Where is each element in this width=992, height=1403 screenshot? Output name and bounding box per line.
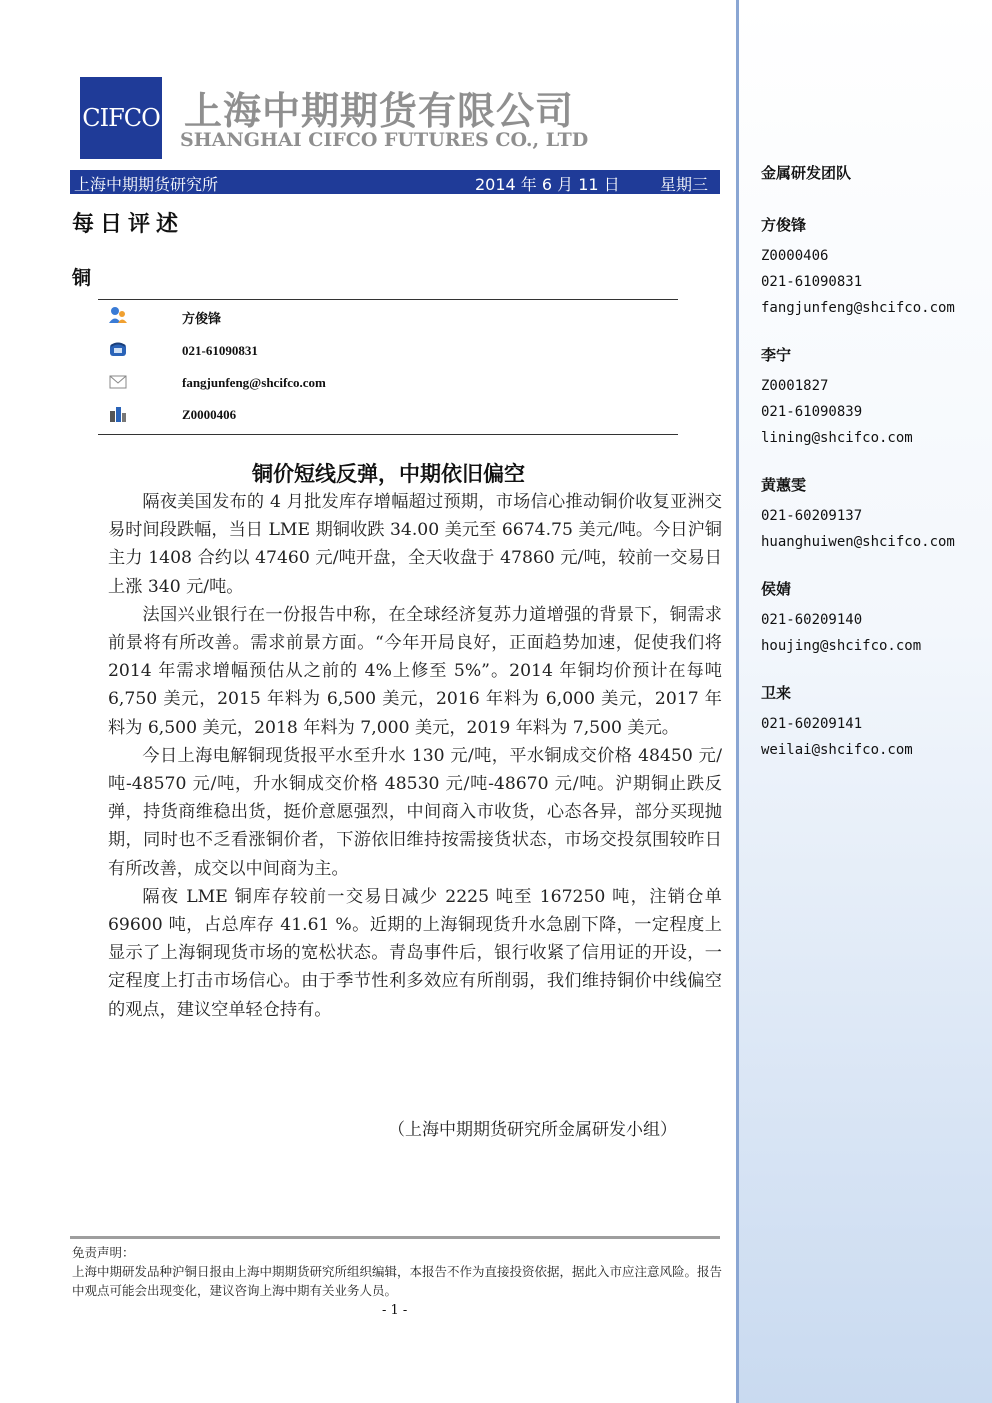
member-email[interactable]: huanghuiwen@shcifco.com [761,534,955,550]
disclaimer-text: 上海中期研发品种沪铜日报由上海中期期货研究所组织编辑，本报告不作为直接投资依据，据此入市应注意风险。报告中观点可能会出现变化，建议咨询上海中期有关业务人员。 [72,1264,723,1298]
member-email[interactable]: houjing@shcifco.com [761,638,922,654]
company-name-en: SHANGHAI CIFCO FUTURES CO., LTD [180,129,589,151]
member-name: 卫来 [761,684,792,702]
disclaimer-title: 免责声明： [72,1245,135,1260]
article-title: 铜价短线反弹，中期依旧偏空 [252,462,525,486]
logo-text: CIFCO [82,104,160,132]
member-name: 李宁 [761,346,792,364]
disclaimer [72,1243,722,1300]
building-icon [108,405,128,423]
article-paragraph: 隔夜 LME 铜库存较前一交易日减少 2225 吨至 167250 吨，注销仓单 69600 吨，占总库存 41.61 %。近期的上海铜现货升水急剧下降，一定程度上显示了上海铜现货市场的宽松状态。青岛事件后，银行收紧了信用证的开设，一定程度上打击市场信心。由于季节性利多效应有所削弱，我们维持铜价中线偏空的观点，建议空单轻仓持有。 [108,886,722,1020]
daily-review-title: 每日评述 [72,211,185,237]
product-name: 铜 [72,267,92,289]
contact-name: 方俊锋 [182,311,222,326]
contact-phone: 021-61090831 [182,343,258,358]
member-phone: 021-60209141 [761,716,863,732]
member-phone: 021-61090831 [761,274,863,290]
institute-name: 上海中期期货研究所 [74,175,219,194]
footer-divider [70,1236,720,1239]
page-number: - 1 - [382,1303,408,1318]
team-member [761,344,913,451]
member-phone: 021-60209137 [761,508,863,524]
team-member [761,682,913,763]
cifco-logo [80,77,162,159]
member-name: 侯婧 [761,580,792,598]
contact-row-license [98,405,678,425]
member-email[interactable]: weilai@shcifco.com [761,742,913,758]
phone-icon [108,341,128,359]
member-name: 方俊锋 [761,216,807,234]
report-date: 2014 年 6 月 11 日 [475,175,620,194]
report-weekday: 星期三 [660,175,709,194]
member-email[interactable]: lining@shcifco.com [761,430,913,446]
contact-row-name [98,306,678,326]
member-license: Z0000406 [761,248,829,264]
article-paragraph: 隔夜美国发布的 4 月批发库存增幅超过预期，市场信心推动铜价收复亚洲交易时间段跌幅，当日 LME 期铜收跌 34.00 美元至 6674.75 美元/吨。今日沪铜主力 1408 合约以 47460 元/吨开盘，全天收盘于 47860 元/吨，较前一交易日上涨 340 元/吨。 [108,492,722,597]
contact-license: Z0000406 [182,407,237,422]
team-member [761,474,955,555]
person-icon [108,306,128,324]
member-phone: 021-61090839 [761,404,863,420]
article-paragraph: 法国兴业银行在一份报告中称，在全球经济复苏力道增强的背景下，铜需求前景将有所改善。需求前景方面。“今年开局良好，正面趋势加速，促使我们将 2014 年需求增幅预估从之前的 4%上修至 5%”。2014 年铜均价预计在每吨 6,750 美元，2015 年料为 6,500 美元，2016 年料为 6,000 美元，2017 年料为 6,500 美元，2018 年料为 7,000 美元，2019 年料为 7,500 美元。 [108,604,722,738]
contact-email[interactable]: fangjunfeng@shcifco.com [182,375,326,390]
member-license: Z0001827 [761,378,829,394]
team-member [761,578,921,659]
member-name: 黄蕙雯 [761,476,807,494]
article-signature: （上海中期期货研究所金属研发小组） [388,1120,677,1140]
article-body [108,488,722,1024]
header-bar [70,170,720,194]
article-paragraph: 今日上海电解铜现货报平水至升水 130 元/吨，平水铜成交价格 48450 元/吨-48570 元/吨，升水铜成交价格 48530 元/吨-48670 元/吨。沪期铜止跌反弹，持货商维稳出货，挺价意愿强烈，中间商入市收货，心态各异，部分买现抛期，同时也不乏看涨铜价者，下游依旧维持按需接货状态，市场交投氛围较昨日有所改善，成交以中间商为主。 [108,745,722,879]
research-team-sidebar [736,0,992,1403]
team-title: 金属研发团队 [761,164,852,182]
team-member [761,214,955,321]
analyst-contact-box [98,299,678,435]
member-phone: 021-60209140 [761,612,863,628]
company-name-cn: 上海中期期货有限公司 [184,89,575,133]
member-email[interactable]: fangjunfeng@shcifco.com [761,300,955,316]
envelope-icon [108,373,128,391]
contact-row-email [98,373,678,393]
contact-row-phone [98,341,678,361]
